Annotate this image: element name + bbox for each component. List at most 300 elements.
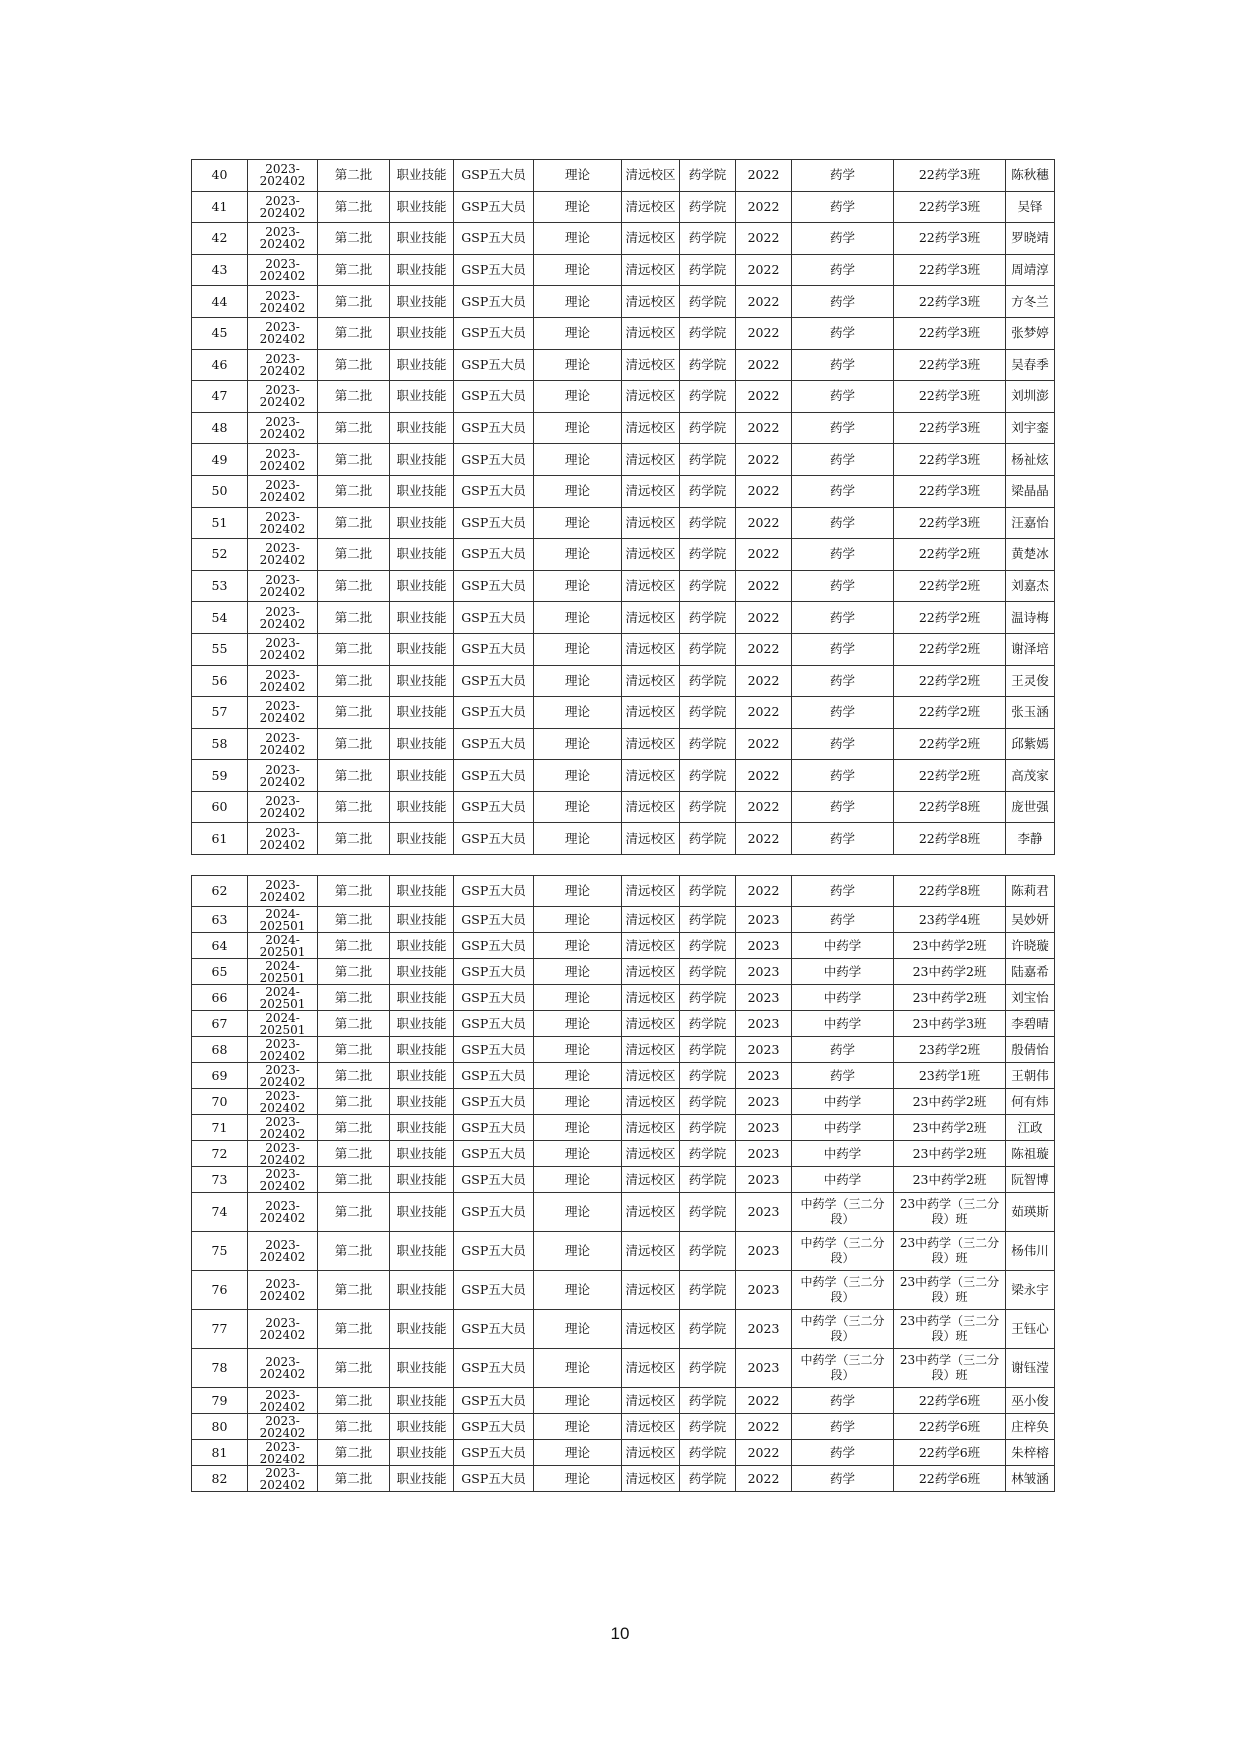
table-row <box>192 760 1055 792</box>
cell-major: 药学 <box>792 1037 894 1063</box>
cell-grade: 2023 <box>736 985 792 1011</box>
cell-term: 2023-202402 <box>248 191 318 223</box>
cell-class: 22药学3班 <box>894 223 1006 255</box>
cell-campus: 清远校区 <box>622 1271 680 1310</box>
cell-class: 22药学2班 <box>894 570 1006 602</box>
cell-class: 23中药学2班 <box>894 959 1006 985</box>
cell-index: 56 <box>192 665 248 697</box>
cell-campus: 清远校区 <box>622 985 680 1011</box>
cell-college: 药学院 <box>680 1440 736 1466</box>
cell-class: 22药学3班 <box>894 381 1006 413</box>
cell-name: 刘宝怡 <box>1006 985 1055 1011</box>
cell-name: 梁永宇 <box>1006 1271 1055 1310</box>
cell-project: GSP五大员 <box>454 1349 534 1388</box>
cell-major: 药学 <box>792 223 894 255</box>
cell-project: GSP五大员 <box>454 317 534 349</box>
cell-campus: 清远校区 <box>622 1141 680 1167</box>
table-row <box>192 907 1055 933</box>
cell-grade: 2022 <box>736 760 792 792</box>
cell-term: 2023-202402 <box>248 1089 318 1115</box>
cell-campus: 清远校区 <box>622 1388 680 1414</box>
cell-batch: 第二批 <box>318 444 390 476</box>
cell-index: 74 <box>192 1193 248 1232</box>
cell-project: GSP五大员 <box>454 633 534 665</box>
cell-major: 中药学 <box>792 1089 894 1115</box>
cell-project: GSP五大员 <box>454 160 534 192</box>
cell-category: 职业技能 <box>390 697 454 729</box>
cell-batch: 第二批 <box>318 286 390 318</box>
cell-campus: 清远校区 <box>622 223 680 255</box>
cell-index: 82 <box>192 1466 248 1492</box>
cell-type: 理论 <box>534 286 622 318</box>
cell-term: 2023-202402 <box>248 1193 318 1232</box>
cell-batch: 第二批 <box>318 1440 390 1466</box>
cell-batch: 第二批 <box>318 349 390 381</box>
cell-campus: 清远校区 <box>622 1193 680 1232</box>
cell-major: 药学 <box>792 349 894 381</box>
cell-project: GSP五大员 <box>454 1414 534 1440</box>
cell-project: GSP五大员 <box>454 1037 534 1063</box>
cell-campus: 清远校区 <box>622 697 680 729</box>
cell-term: 2023-202402 <box>248 1115 318 1141</box>
cell-college: 药学院 <box>680 539 736 571</box>
cell-major: 药学 <box>792 381 894 413</box>
cell-name: 吴铎 <box>1006 191 1055 223</box>
cell-college: 药学院 <box>680 1063 736 1089</box>
cell-term: 2023-202402 <box>248 444 318 476</box>
cell-type: 理论 <box>534 907 622 933</box>
cell-batch: 第二批 <box>318 633 390 665</box>
cell-class: 23中药学（三二分段）班 <box>894 1310 1006 1349</box>
cell-batch: 第二批 <box>318 1349 390 1388</box>
cell-category: 职业技能 <box>390 1011 454 1037</box>
table-row <box>192 570 1055 602</box>
cell-class: 23药学4班 <box>894 907 1006 933</box>
cell-name: 茹瑛斯 <box>1006 1193 1055 1232</box>
cell-term: 2023-202402 <box>248 1063 318 1089</box>
cell-index: 59 <box>192 760 248 792</box>
cell-major: 中药学 <box>792 933 894 959</box>
cell-category: 职业技能 <box>390 381 454 413</box>
table-row <box>192 1271 1055 1310</box>
cell-class: 22药学3班 <box>894 475 1006 507</box>
cell-grade: 2022 <box>736 444 792 476</box>
cell-college: 药学院 <box>680 728 736 760</box>
table-row <box>192 1310 1055 1349</box>
cell-class: 22药学3班 <box>894 254 1006 286</box>
cell-major: 药学 <box>792 191 894 223</box>
cell-type: 理论 <box>534 633 622 665</box>
cell-batch: 第二批 <box>318 1011 390 1037</box>
cell-index: 75 <box>192 1232 248 1271</box>
cell-term: 2023-202402 <box>248 160 318 192</box>
table-row <box>192 1063 1055 1089</box>
cell-type: 理论 <box>534 570 622 602</box>
cell-batch: 第二批 <box>318 1115 390 1141</box>
cell-major: 药学 <box>792 286 894 318</box>
cell-batch: 第二批 <box>318 823 390 855</box>
cell-term: 2023-202402 <box>248 223 318 255</box>
cell-name: 巫小俊 <box>1006 1388 1055 1414</box>
cell-project: GSP五大员 <box>454 1141 534 1167</box>
cell-class: 22药学6班 <box>894 1414 1006 1440</box>
cell-major: 药学 <box>792 507 894 539</box>
cell-college: 药学院 <box>680 760 736 792</box>
cell-type: 理论 <box>534 507 622 539</box>
cell-major: 药学 <box>792 876 894 907</box>
cell-class: 22药学2班 <box>894 697 1006 729</box>
cell-class: 22药学3班 <box>894 444 1006 476</box>
cell-campus: 清远校区 <box>622 1232 680 1271</box>
cell-term: 2023-202402 <box>248 1232 318 1271</box>
cell-college: 药学院 <box>680 1310 736 1349</box>
cell-batch: 第二批 <box>318 985 390 1011</box>
cell-batch: 第二批 <box>318 1414 390 1440</box>
cell-index: 40 <box>192 160 248 192</box>
cell-major: 药学 <box>792 728 894 760</box>
cell-name: 刘嘉杰 <box>1006 570 1055 602</box>
table-row <box>192 1232 1055 1271</box>
cell-major: 药学 <box>792 760 894 792</box>
cell-category: 职业技能 <box>390 349 454 381</box>
cell-major: 药学 <box>792 791 894 823</box>
cell-project: GSP五大员 <box>454 191 534 223</box>
cell-project: GSP五大员 <box>454 444 534 476</box>
cell-project: GSP五大员 <box>454 381 534 413</box>
cell-project: GSP五大员 <box>454 286 534 318</box>
cell-major: 药学 <box>792 1063 894 1089</box>
cell-category: 职业技能 <box>390 760 454 792</box>
cell-category: 职业技能 <box>390 254 454 286</box>
cell-batch: 第二批 <box>318 191 390 223</box>
cell-index: 77 <box>192 1310 248 1349</box>
cell-class: 22药学8班 <box>894 876 1006 907</box>
cell-college: 药学院 <box>680 907 736 933</box>
cell-batch: 第二批 <box>318 223 390 255</box>
cell-category: 职业技能 <box>390 791 454 823</box>
cell-index: 72 <box>192 1141 248 1167</box>
cell-category: 职业技能 <box>390 633 454 665</box>
cell-major: 中药学 <box>792 1167 894 1193</box>
cell-major: 中药学（三二分段） <box>792 1310 894 1349</box>
cell-batch: 第二批 <box>318 475 390 507</box>
cell-campus: 清远校区 <box>622 760 680 792</box>
cell-major: 药学 <box>792 665 894 697</box>
cell-campus: 清远校区 <box>622 286 680 318</box>
cell-batch: 第二批 <box>318 317 390 349</box>
cell-project: GSP五大员 <box>454 933 534 959</box>
cell-name: 阮智博 <box>1006 1167 1055 1193</box>
table-row <box>192 1115 1055 1141</box>
cell-grade: 2023 <box>736 1271 792 1310</box>
cell-college: 药学院 <box>680 444 736 476</box>
cell-campus: 清远校区 <box>622 933 680 959</box>
cell-grade: 2022 <box>736 254 792 286</box>
cell-college: 药学院 <box>680 1349 736 1388</box>
cell-type: 理论 <box>534 1440 622 1466</box>
cell-type: 理论 <box>534 602 622 634</box>
cell-type: 理论 <box>534 697 622 729</box>
cell-term: 2023-202402 <box>248 1440 318 1466</box>
cell-project: GSP五大员 <box>454 1167 534 1193</box>
cell-campus: 清远校区 <box>622 507 680 539</box>
cell-campus: 清远校区 <box>622 959 680 985</box>
cell-campus: 清远校区 <box>622 1167 680 1193</box>
cell-class: 22药学8班 <box>894 823 1006 855</box>
cell-index: 60 <box>192 791 248 823</box>
cell-batch: 第二批 <box>318 1037 390 1063</box>
table-row <box>192 823 1055 855</box>
cell-college: 药学院 <box>680 160 736 192</box>
cell-major: 药学 <box>792 697 894 729</box>
cell-college: 药学院 <box>680 1193 736 1232</box>
cell-class: 22药学2班 <box>894 728 1006 760</box>
page-number: 10 <box>610 1624 630 1643</box>
cell-class: 22药学3班 <box>894 160 1006 192</box>
cell-category: 职业技能 <box>390 1063 454 1089</box>
cell-name: 王朝伟 <box>1006 1063 1055 1089</box>
cell-index: 70 <box>192 1089 248 1115</box>
cell-term: 2023-202402 <box>248 1037 318 1063</box>
cell-type: 理论 <box>534 791 622 823</box>
cell-term: 2023-202402 <box>248 760 318 792</box>
cell-name: 陈祖璇 <box>1006 1141 1055 1167</box>
cell-name: 方冬兰 <box>1006 286 1055 318</box>
table-row <box>192 223 1055 255</box>
cell-index: 49 <box>192 444 248 476</box>
cell-college: 药学院 <box>680 697 736 729</box>
cell-type: 理论 <box>534 1141 622 1167</box>
cell-major: 药学 <box>792 1440 894 1466</box>
cell-college: 药学院 <box>680 349 736 381</box>
cell-name: 陈秋穗 <box>1006 160 1055 192</box>
cell-name: 刘宇銮 <box>1006 412 1055 444</box>
table-row <box>192 959 1055 985</box>
cell-batch: 第二批 <box>318 728 390 760</box>
cell-campus: 清远校区 <box>622 907 680 933</box>
cell-project: GSP五大员 <box>454 1388 534 1414</box>
cell-batch: 第二批 <box>318 1063 390 1089</box>
cell-index: 43 <box>192 254 248 286</box>
cell-term: 2023-202402 <box>248 507 318 539</box>
cell-type: 理论 <box>534 1466 622 1492</box>
cell-index: 67 <box>192 1011 248 1037</box>
cell-type: 理论 <box>534 317 622 349</box>
cell-category: 职业技能 <box>390 444 454 476</box>
cell-category: 职业技能 <box>390 475 454 507</box>
table-row <box>192 1037 1055 1063</box>
cell-type: 理论 <box>534 959 622 985</box>
cell-campus: 清远校区 <box>622 317 680 349</box>
cell-category: 职业技能 <box>390 507 454 539</box>
cell-type: 理论 <box>534 444 622 476</box>
cell-project: GSP五大员 <box>454 602 534 634</box>
cell-name: 许晓璇 <box>1006 933 1055 959</box>
cell-college: 药学院 <box>680 985 736 1011</box>
cell-term: 2023-202402 <box>248 633 318 665</box>
cell-college: 药学院 <box>680 1271 736 1310</box>
cell-type: 理论 <box>534 191 622 223</box>
cell-category: 职业技能 <box>390 539 454 571</box>
cell-term: 2023-202402 <box>248 286 318 318</box>
cell-project: GSP五大员 <box>454 570 534 602</box>
cell-grade: 2022 <box>736 633 792 665</box>
cell-project: GSP五大员 <box>454 254 534 286</box>
cell-term: 2023-202402 <box>248 1167 318 1193</box>
cell-campus: 清远校区 <box>622 1310 680 1349</box>
cell-type: 理论 <box>534 1349 622 1388</box>
cell-grade: 2022 <box>736 160 792 192</box>
cell-term: 2023-202402 <box>248 1349 318 1388</box>
cell-grade: 2022 <box>736 507 792 539</box>
cell-project: GSP五大员 <box>454 539 534 571</box>
table-row <box>192 876 1055 907</box>
cell-class: 23中药学（三二分段）班 <box>894 1349 1006 1388</box>
table-row <box>192 254 1055 286</box>
cell-term: 2023-202402 <box>248 1271 318 1310</box>
cell-name: 朱梓榕 <box>1006 1440 1055 1466</box>
cell-campus: 清远校区 <box>622 349 680 381</box>
cell-grade: 2023 <box>736 959 792 985</box>
cell-project: GSP五大员 <box>454 791 534 823</box>
cell-type: 理论 <box>534 381 622 413</box>
cell-grade: 2022 <box>736 1388 792 1414</box>
cell-class: 22药学3班 <box>894 412 1006 444</box>
cell-campus: 清远校区 <box>622 728 680 760</box>
table-row <box>192 933 1055 959</box>
cell-name: 李静 <box>1006 823 1055 855</box>
cell-campus: 清远校区 <box>622 665 680 697</box>
cell-batch: 第二批 <box>318 507 390 539</box>
cell-major: 药学 <box>792 823 894 855</box>
cell-name: 殷倩怡 <box>1006 1037 1055 1063</box>
cell-term: 2023-202402 <box>248 1388 318 1414</box>
cell-college: 药学院 <box>680 317 736 349</box>
cell-grade: 2023 <box>736 1141 792 1167</box>
cell-campus: 清远校区 <box>622 1011 680 1037</box>
table-row <box>192 191 1055 223</box>
cell-type: 理论 <box>534 539 622 571</box>
cell-term: 2023-202402 <box>248 317 318 349</box>
cell-major: 药学 <box>792 444 894 476</box>
cell-project: GSP五大员 <box>454 1193 534 1232</box>
cell-type: 理论 <box>534 665 622 697</box>
cell-type: 理论 <box>534 1388 622 1414</box>
cell-major: 药学 <box>792 160 894 192</box>
cell-type: 理论 <box>534 412 622 444</box>
cell-project: GSP五大员 <box>454 349 534 381</box>
cell-major: 中药学（三二分段） <box>792 1349 894 1388</box>
cell-category: 职业技能 <box>390 412 454 444</box>
cell-term: 2023-202402 <box>248 475 318 507</box>
cell-name: 杨伟川 <box>1006 1232 1055 1271</box>
cell-class: 23药学1班 <box>894 1063 1006 1089</box>
cell-project: GSP五大员 <box>454 876 534 907</box>
cell-index: 45 <box>192 317 248 349</box>
cell-major: 药学 <box>792 412 894 444</box>
table-row <box>192 633 1055 665</box>
cell-campus: 清远校区 <box>622 1115 680 1141</box>
cell-batch: 第二批 <box>318 570 390 602</box>
cell-project: GSP五大员 <box>454 985 534 1011</box>
cell-name: 王钰心 <box>1006 1310 1055 1349</box>
cell-class: 23中药学（三二分段）班 <box>894 1193 1006 1232</box>
cell-grade: 2023 <box>736 907 792 933</box>
cell-college: 药学院 <box>680 1167 736 1193</box>
cell-college: 药学院 <box>680 507 736 539</box>
cell-name: 谢钰滢 <box>1006 1349 1055 1388</box>
cell-college: 药学院 <box>680 633 736 665</box>
cell-batch: 第二批 <box>318 1466 390 1492</box>
cell-grade: 2022 <box>736 317 792 349</box>
cell-college: 药学院 <box>680 223 736 255</box>
cell-campus: 清远校区 <box>622 876 680 907</box>
cell-class: 22药学2班 <box>894 602 1006 634</box>
cell-major: 中药学 <box>792 1141 894 1167</box>
cell-project: GSP五大员 <box>454 907 534 933</box>
cell-college: 药学院 <box>680 1414 736 1440</box>
cell-project: GSP五大员 <box>454 507 534 539</box>
cell-category: 职业技能 <box>390 1167 454 1193</box>
cell-campus: 清远校区 <box>622 1089 680 1115</box>
cell-category: 职业技能 <box>390 1232 454 1271</box>
cell-category: 职业技能 <box>390 1388 454 1414</box>
cell-type: 理论 <box>534 1089 622 1115</box>
cell-batch: 第二批 <box>318 876 390 907</box>
cell-term: 2023-202402 <box>248 697 318 729</box>
cell-batch: 第二批 <box>318 959 390 985</box>
cell-class: 22药学6班 <box>894 1440 1006 1466</box>
cell-major: 药学 <box>792 602 894 634</box>
cell-campus: 清远校区 <box>622 602 680 634</box>
table-row <box>192 728 1055 760</box>
cell-major: 中药学（三二分段） <box>792 1232 894 1271</box>
cell-name: 罗晓靖 <box>1006 223 1055 255</box>
cell-type: 理论 <box>534 160 622 192</box>
cell-project: GSP五大员 <box>454 1310 534 1349</box>
cell-grade: 2022 <box>736 286 792 318</box>
table-row <box>192 317 1055 349</box>
cell-class: 22药学3班 <box>894 286 1006 318</box>
cell-class: 22药学2班 <box>894 633 1006 665</box>
cell-type: 理论 <box>534 933 622 959</box>
cell-index: 65 <box>192 959 248 985</box>
cell-campus: 清远校区 <box>622 570 680 602</box>
cell-college: 药学院 <box>680 1011 736 1037</box>
cell-index: 41 <box>192 191 248 223</box>
cell-class: 23中药学2班 <box>894 933 1006 959</box>
cell-category: 职业技能 <box>390 1466 454 1492</box>
cell-type: 理论 <box>534 1167 622 1193</box>
cell-class: 22药学6班 <box>894 1388 1006 1414</box>
cell-type: 理论 <box>534 1271 622 1310</box>
cell-name: 陈莉君 <box>1006 876 1055 907</box>
cell-major: 药学 <box>792 570 894 602</box>
cell-type: 理论 <box>534 760 622 792</box>
cell-class: 22药学2班 <box>894 539 1006 571</box>
cell-term: 2023-202402 <box>248 1141 318 1167</box>
cell-grade: 2023 <box>736 1232 792 1271</box>
cell-grade: 2022 <box>736 570 792 602</box>
cell-batch: 第二批 <box>318 1388 390 1414</box>
cell-grade: 2022 <box>736 191 792 223</box>
cell-term: 2023-202402 <box>248 1310 318 1349</box>
cell-term: 2023-202402 <box>248 349 318 381</box>
cell-index: 64 <box>192 933 248 959</box>
cell-grade: 2022 <box>736 1440 792 1466</box>
cell-index: 81 <box>192 1440 248 1466</box>
cell-term: 2023-202402 <box>248 1414 318 1440</box>
